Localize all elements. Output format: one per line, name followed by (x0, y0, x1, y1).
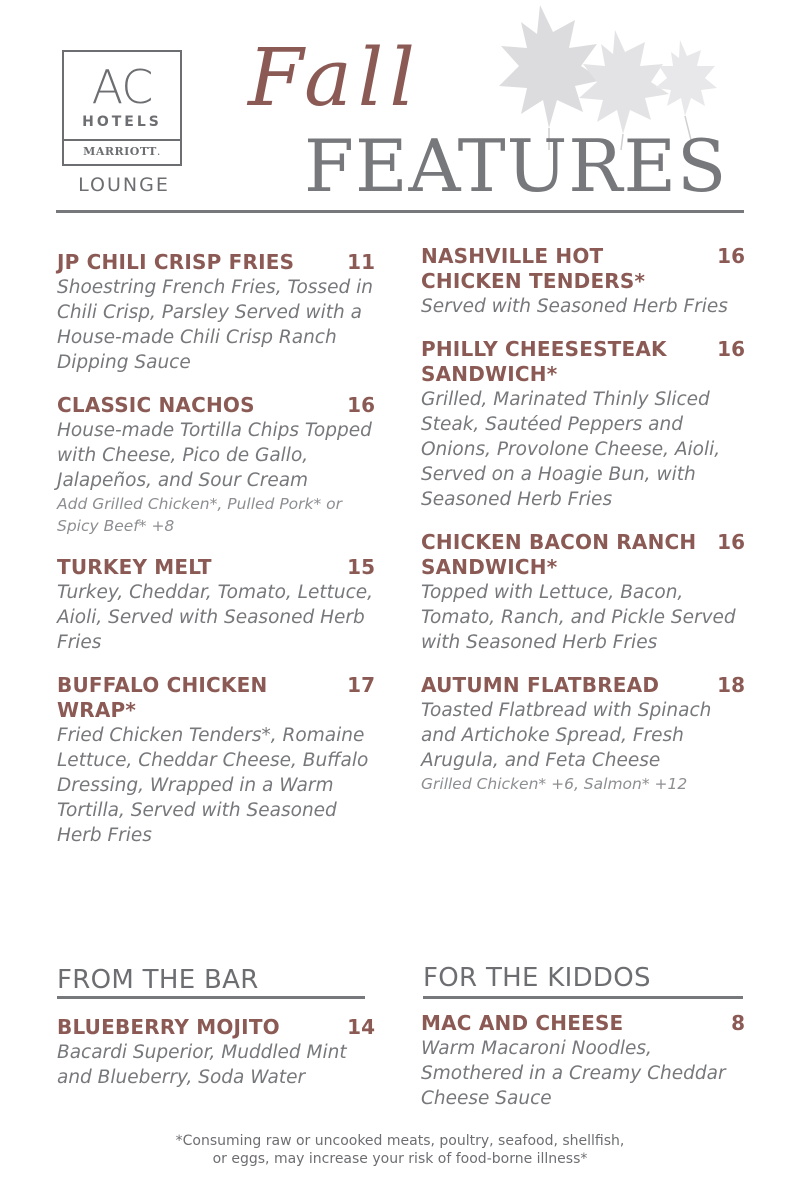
disclaimer-line-1: *Consuming raw or uncooked meats, poultry, seafood, shellfish, (175, 1133, 625, 1149)
section-title-bar: FROM THE BAR (57, 965, 259, 995)
section-divider-kids (423, 996, 743, 999)
menu-item-description: Grilled, Marinated Thinly Sliced Steak, Sautéed Peppers and Onions, Provolone Cheese, Aioli, Served on a Hoagie Bun, with Seasoned Herb Fries (421, 389, 721, 510)
menu-item-name: AUTUMN FLATBREAD (421, 673, 660, 697)
menu-item-description: Warm Macaroni Noodles, Smothered in a Creamy Cheddar Cheese Sauce (421, 1038, 726, 1109)
menu-item-description: Bacardi Superior, Muddled Mint and Blueberry, Soda Water (57, 1042, 347, 1088)
menu-item (57, 393, 375, 537)
menu-item-price: 16 (347, 393, 375, 417)
menu-item-name: PHILLY CHEESESTEAK SANDWICH* (421, 337, 667, 386)
menu-item-addon: Grilled Chicken* +6, Salmon* +12 (421, 775, 688, 793)
menu-item-price: 8 (731, 1011, 745, 1035)
menu-item (57, 673, 375, 848)
menu-item-description: Turkey, Cheddar, Tomato, Lettuce, Aioli, Served with Seasoned Herb Fries (57, 582, 374, 653)
menu-item-description: Shoestring French Fries, Tossed in Chili Crisp, Parsley Served with a House-made Chili Crisp Ranch Dipping Sauce (57, 277, 373, 373)
menu-item-price: 14 (347, 1015, 375, 1039)
food-safety-disclaimer (0, 1132, 800, 1168)
menu-item-price: 16 (717, 530, 745, 554)
menu-item-price: 11 (347, 250, 375, 274)
disclaimer-line-2: or eggs, may increase your risk of food-borne illness* (212, 1151, 588, 1167)
menu-item-price: 16 (717, 337, 745, 361)
menu-item-name: CLASSIC NACHOS (57, 393, 255, 417)
section-title-kids: FOR THE KIDDOS (423, 963, 651, 993)
menu-item-name: JP CHILI CRISP FRIES (57, 250, 295, 274)
menu-item-description: Toasted Flatbread with Spinach and Artichoke Spread, Fresh Arugula, and Feta Cheese (421, 700, 712, 771)
menu-item-description: Topped with Lettuce, Bacon, Tomato, Ranch, and Pickle Served with Seasoned Herb Fries (421, 582, 736, 653)
menu-item-description: House-made Tortilla Chips Topped with Cheese, Pico de Gallo, Jalapeños, and Sour Cream (57, 420, 372, 491)
menu-item-name: CHICKEN BACON RANCH SANDWICH* (421, 530, 697, 579)
menu-item (57, 250, 375, 375)
menu-item (57, 555, 375, 655)
section-divider-bar (57, 996, 365, 999)
menu-item-description: Fried Chicken Tenders*, Romaine Lettuce, Cheddar Cheese, Buffalo Dressing, Wrapped in a Warm Tortilla, Served with Seasoned Herb Fries (57, 725, 369, 846)
menu-item (421, 1011, 745, 1111)
menu-item (421, 530, 745, 655)
right-menu-column (421, 244, 745, 813)
bar-menu (57, 1015, 375, 1108)
menu-item-price: 17 (347, 673, 375, 697)
kids-menu (421, 1011, 745, 1129)
brand-logo (62, 50, 182, 166)
menu-item (57, 1015, 375, 1090)
menu-item (421, 673, 745, 795)
menu-item-name: NASHVILLE HOT CHICKEN TENDERS* (421, 244, 646, 293)
menu-item-price: 15 (347, 555, 375, 579)
menu-item-price: 16 (717, 244, 745, 268)
menu-item (421, 337, 745, 512)
menu-item-price: 18 (717, 673, 745, 697)
menu-item-description: Served with Seasoned Herb Fries (421, 296, 728, 317)
logo-ac-text: AC (91, 60, 153, 114)
logo-lounge-text: LOUNGE (78, 174, 170, 196)
menu-item (421, 244, 745, 319)
logo-marriott-text: MARRIOTT. (83, 145, 161, 158)
menu-item-addon: Add Grilled Chicken*, Pulled Pork* or Spicy Beef* +8 (57, 495, 343, 535)
menu-item-name: TURKEY MELT (57, 555, 212, 579)
logo-hotels-text: HOTELS (82, 114, 162, 130)
menu-item-name: MAC AND CHEESE (421, 1011, 624, 1035)
menu-item-name: BLUEBERRY MOJITO (57, 1015, 280, 1039)
logo-divider (64, 139, 180, 141)
header-divider (56, 210, 744, 213)
menu-item-name: BUFFALO CHICKEN WRAP* (57, 673, 268, 722)
title-fall: Fall (248, 31, 421, 124)
title-features: FEATURES (304, 124, 728, 208)
left-menu-column (57, 250, 375, 866)
